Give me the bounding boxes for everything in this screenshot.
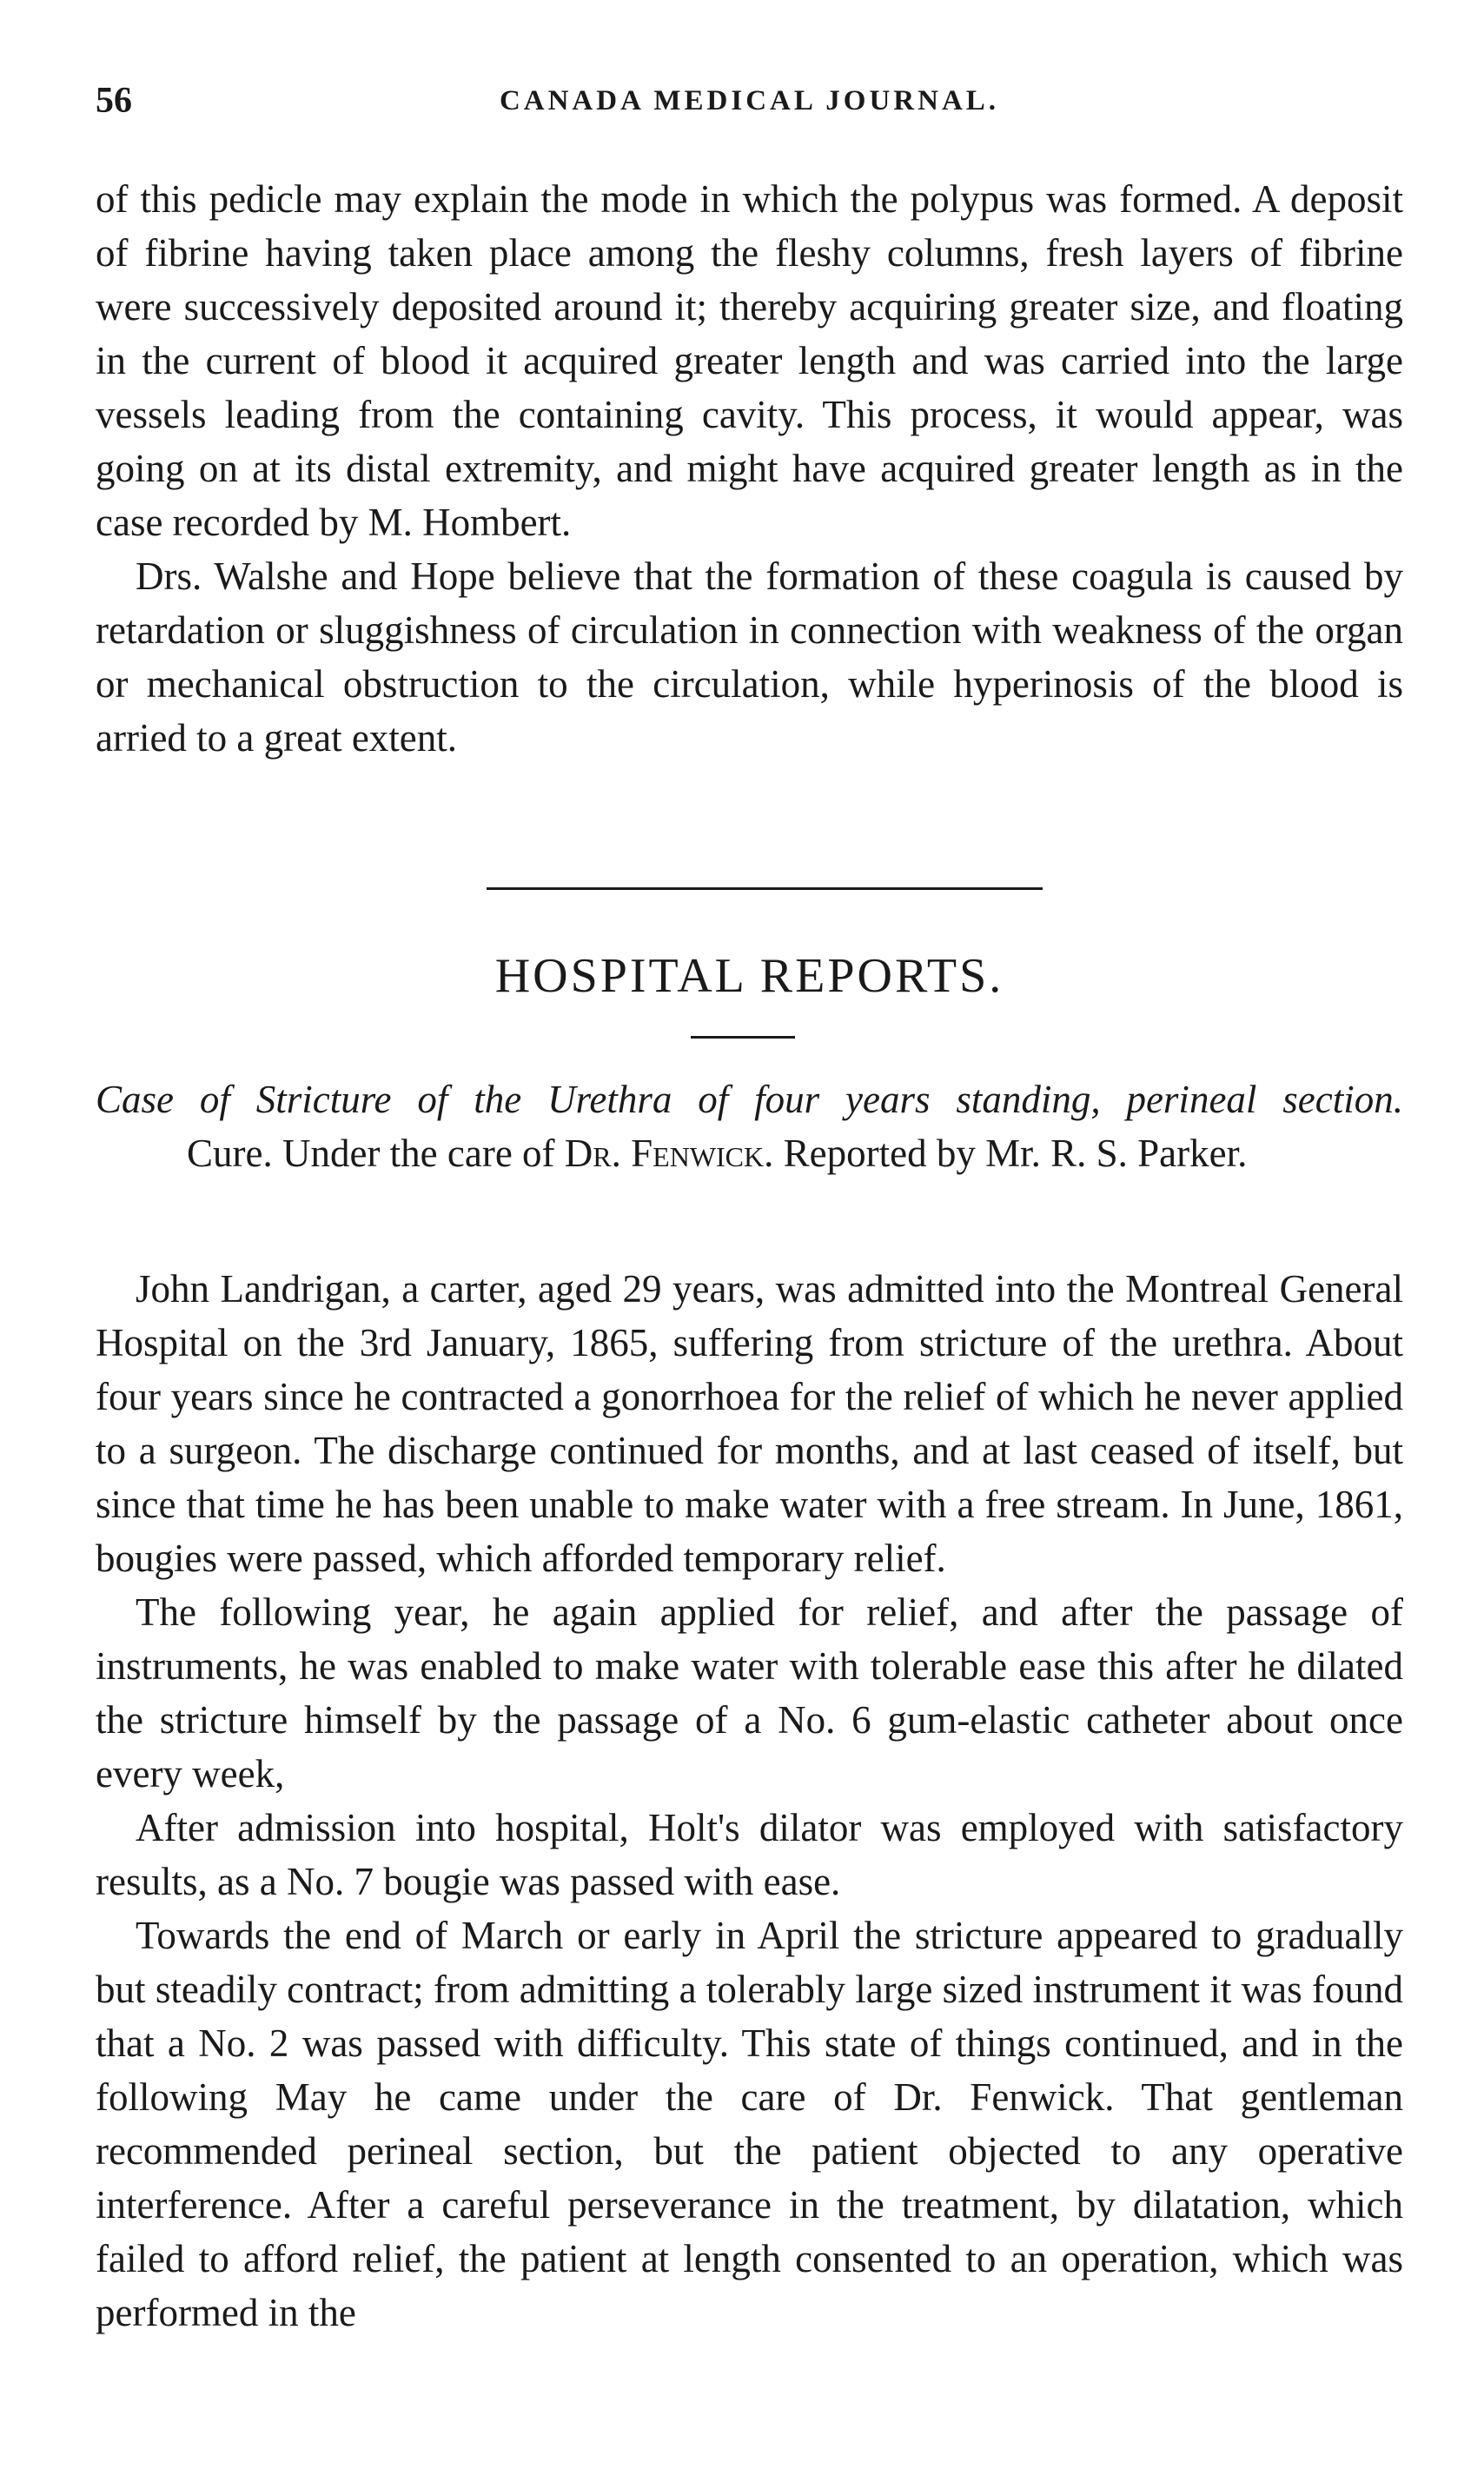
section-divider-rule — [487, 887, 1043, 890]
paragraph: of this pedicle may explain the mode in which the polypus was formed. A deposit of fibrine having taken place among the fleshy columns, fresh layers of fibrine were successively deposited around it; thereby acquiring greater size, and floating in the current of blood it acquired greater length and was carried into the large vessels leading from the containing cavity. This process, it would appear, was going on at its distal extremity, and might have acquired greater length as in the case recorded by M. Hombert. — [96, 177, 1403, 544]
case-title-doctor: Dr. Fenwick. — [564, 1132, 774, 1175]
paragraph: Towards the end of March or early in April the stricture appeared to gradually but steadily contract; from admitting a tolerably large sized instrument it was found that a No. 2 was passed with difficulty. This state of things continued, and in the following May he came under the care of Dr. Fenwick. That gentleman recommended perineal section, but the patient objected to any operative interference. After a careful perseverance in the treatment, by dilatation, which failed to afford relief, the patient at length consented to an operation, which was performed in the — [96, 1914, 1403, 2334]
case-title — [96, 1072, 1403, 1180]
paragraph: After admission into hospital, Holt's dilator was employed with satisfactory results, as a No. 7 bougie was passed with ease. — [96, 1806, 1403, 1903]
case-title-reporter: Reported by Mr. R. S. Parker. — [783, 1132, 1248, 1175]
paragraph: John Landrigan, a carter, aged 29 years, was admitted into the Montreal General Hospital on the 3rd January, 1865, suffering from stricture of the urethra. About four years since he contracted a gonorrhoea for the relief of which he never applied to a surgeon. The discharge continued for months, and at last ceased of itself, but since that time he has been unable to make water with a free stream. In June, 1861, bougies were passed, which afforded temporary relief. — [96, 1267, 1403, 1580]
page-number: 56 — [96, 81, 132, 121]
case-title-italic: Case of Stricture of the Urethra of four years standing, perineal section. — [96, 1078, 1403, 1121]
case-title-attribution — [96, 1126, 1403, 1180]
continued-text — [96, 172, 1403, 765]
running-head — [96, 80, 1403, 123]
heading-underline-rule — [691, 1036, 795, 1039]
section-heading: HOSPITAL REPORTS. — [494, 949, 1004, 1003]
case-title-text: Cure. Under the care of — [187, 1132, 555, 1175]
paragraph: Drs. Walshe and Hope believe that the formation of these coagula is caused by retardation or sluggishness of circulation in connection with weakness of the organ or mechanical obstruction to the circulation, while hyperinosis of the blood is arried to a great extent. — [96, 554, 1403, 760]
paragraph: The following year, he again applied for relief, and after the passage of instruments, he was enabled to make water with tolerable ease this after he dilated the stricture himself by the passage of a No. 6 gum-elastic catheter about once every week, — [96, 1590, 1403, 1796]
report-text — [96, 1262, 1403, 2340]
journal-title: CANADA MEDICAL JOURNAL. — [499, 85, 1000, 116]
